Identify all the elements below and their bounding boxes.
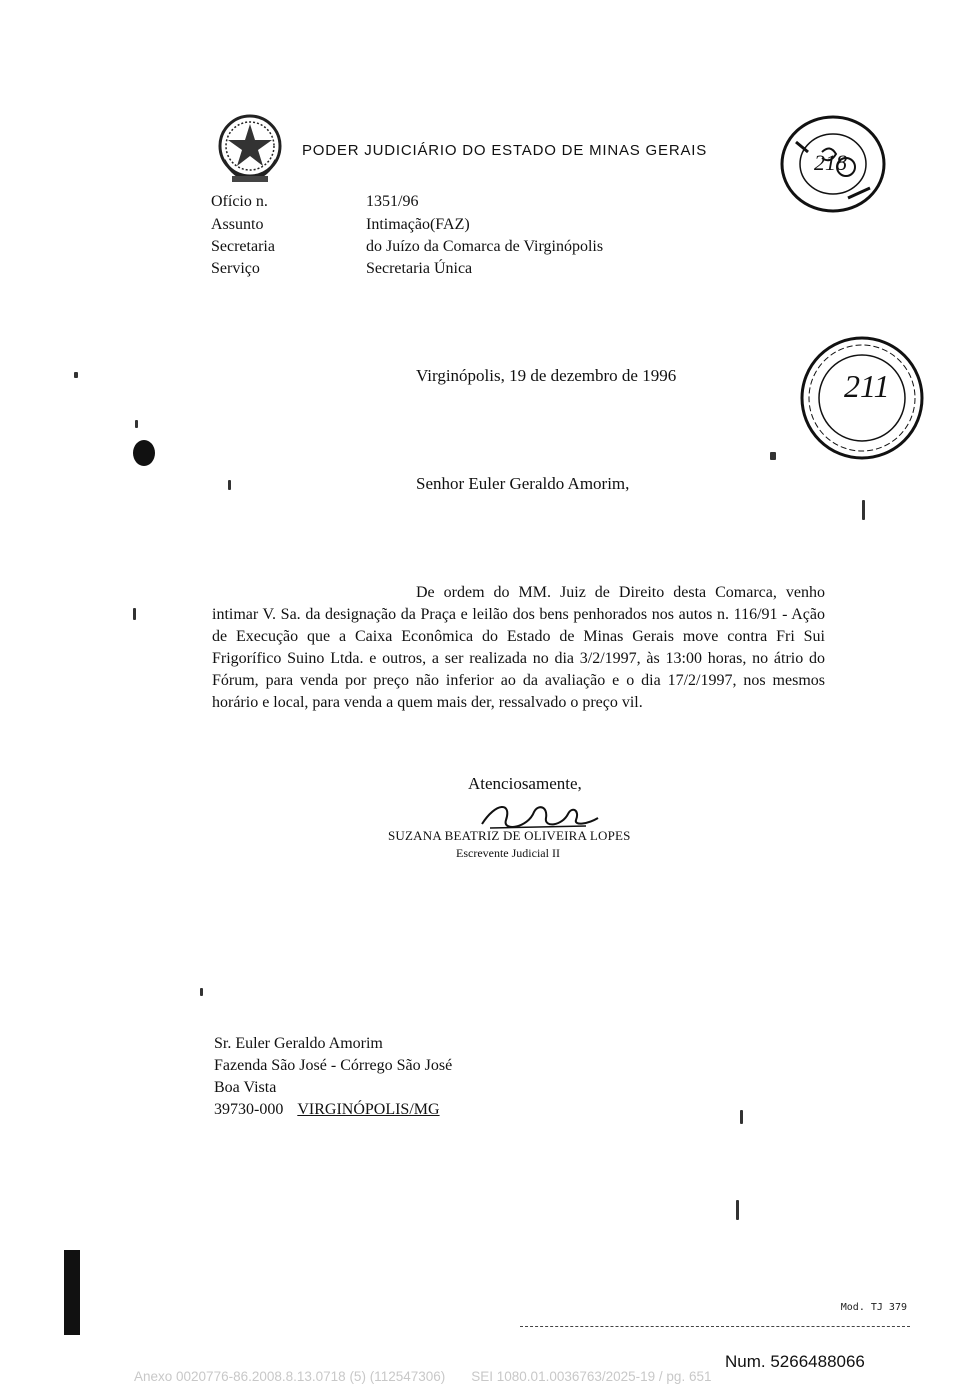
secretaria-stamp-number: 218 (814, 150, 847, 175)
dashed-rule (520, 1326, 910, 1327)
meta-label-assunto: Assunto (211, 216, 264, 233)
footer-annex-ref: Anexo 0020776-86.2008.8.13.0718 (5) (112547306) (134, 1369, 446, 1384)
court-header-title: PODER JUDICIÁRIO DO ESTADO DE MINAS GERAIS (302, 142, 708, 159)
meta-label-secretaria: Secretaria (211, 238, 275, 255)
signer-title: Escrevente Judicial II (456, 846, 560, 860)
date-line: Virginópolis, 19 de dezembro de 1996 (416, 366, 677, 385)
scan-speck (740, 1110, 743, 1124)
scan-speck (228, 480, 231, 490)
secretaria-stamp (778, 112, 888, 216)
tribunal-stamp (796, 332, 928, 464)
address-city: VIRGINÓPOLIS/MG (297, 1101, 440, 1118)
address-line-1: Sr. Euler Geraldo Amorim (214, 1035, 383, 1052)
scan-speck (862, 500, 865, 520)
scan-speck (74, 372, 78, 378)
meta-value-servico: Secretaria Única (366, 260, 473, 277)
punch-hole (133, 440, 155, 466)
meta-value-secretaria: do Juízo da Comarca de Virginópolis (366, 238, 604, 255)
salutation: Senhor Euler Geraldo Amorim, (416, 474, 630, 493)
scan-speck (200, 988, 203, 996)
address-zip-city (214, 1101, 440, 1119)
signer-name: SUZANA BEATRIZ DE OLIVEIRA LOPES (388, 828, 631, 843)
scan-speck (133, 608, 136, 620)
form-code: Mod. TJ 379 (840, 1302, 907, 1313)
document-number: Num. 5266488066 (725, 1352, 865, 1371)
tribunal-stamp-number: 211 (844, 368, 890, 404)
meta-value-oficio: 1351/96 (366, 193, 419, 210)
scan-speck (736, 1200, 739, 1220)
address-line-3: Boa Vista (214, 1079, 277, 1096)
coat-of-arms-icon (214, 110, 286, 186)
footer-sei-ref: SEI 1080.01.0036763/2025-19 / pg. 651 (471, 1369, 712, 1384)
meta-label-servico: Serviço (211, 260, 260, 277)
meta-value-assunto: Intimação(FAZ) (366, 216, 470, 233)
letter-body: De ordem do MM. Juiz de Direito desta Comarca, venho intimar V. Sa. da designação da Praça e leilão dos bens penhorados nos autos n. 116/91 - Ação de Execução que a Caixa Econômica do Estado de Minas Gerais move contra Fri Sui Frigorífico Suino Ltda. e outros, a ser realizada no dia 3/2/1997, às 13:00 horas, no átrio do Fórum, para venda por preço não inferior ao da avaliação e o dia 17/2/1997, nos mesmos horário e local, para venda a quem mais der, ressalvado o preço vil. (212, 584, 825, 711)
closing: Atenciosamente, (468, 774, 582, 793)
scan-speck (135, 420, 138, 428)
meta-label-oficio: Ofício n. (211, 193, 268, 210)
scan-edge-bar (64, 1250, 80, 1335)
address-zip: 39730-000 (214, 1101, 284, 1118)
footer-note (134, 1369, 711, 1384)
scan-speck (770, 452, 776, 460)
address-line-2: Fazenda São José - Córrego São José (214, 1057, 453, 1074)
